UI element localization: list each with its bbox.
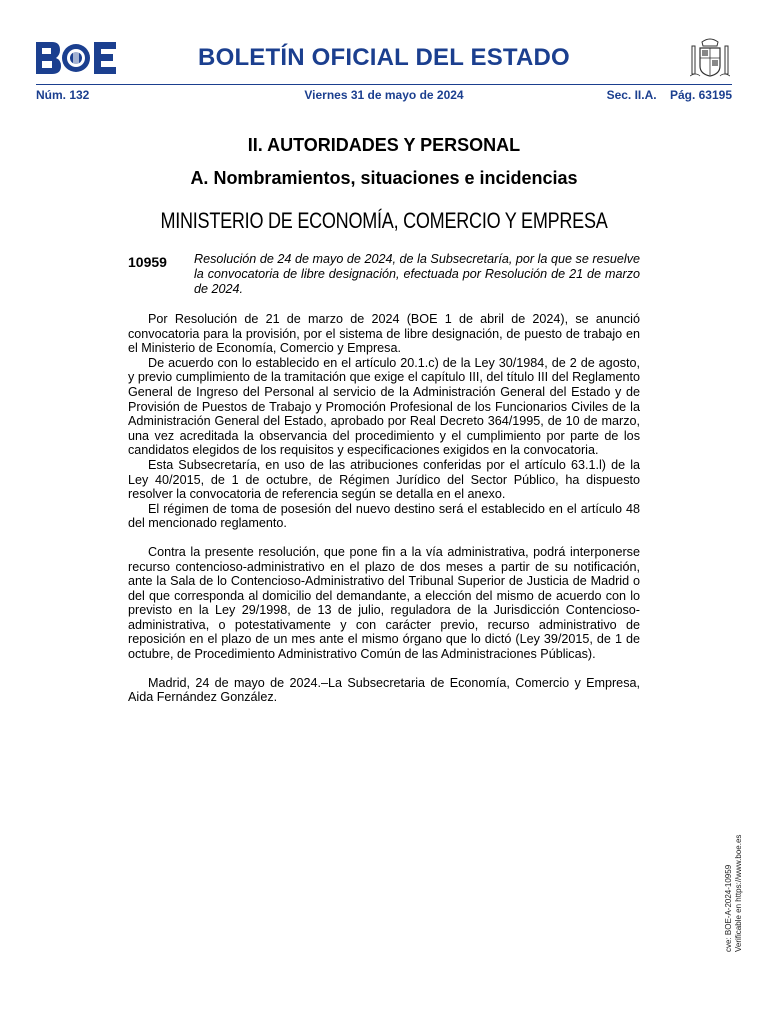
verification-sidebar — [724, 822, 750, 952]
signature-paragraph: Madrid, 24 de mayo de 2024.–La Subsecretaria de Economía, Comercio y Empresa, Aida Fernández González. — [128, 675, 640, 705]
page-label: Pág. 63195 — [669, 88, 732, 102]
ministry-heading: MINISTERIO DE ECONOMÍA, COMERCIO Y EMPRESA — [160, 208, 608, 233]
paragraph: El régimen de toma de posesión del nuevo destino será el establecido en el artículo 48 del mencionado reglamento. — [128, 501, 640, 531]
paragraph: Contra la presente resolución, que pone fin a la vía administrativa, podrá interponerse recurso contencioso-administrativo en el plazo de dos meses a partir de su notificación, ante la Sala de lo Contencioso-Administrativo del Tribunal Superior de Justicia de Madrid o del que corresponda al domicilio del demandante, a elección del mismo de acuerdo con lo previsto en la Ley 29/1998, de 13 de julio, reguladora de la Jurisdicción Contencioso-administrativa, o potestativamente y con carácter previo, recurso administrativo de reposición en el plazo de un mes ante el mismo órgano que lo dictó (Ley 39/2015, de 1 de octubre, de Procedimiento Administrativo Común de las Administraciones Públicas). — [128, 544, 640, 662]
masthead-title: BOLETÍN OFICIAL DEL ESTADO — [198, 44, 570, 71]
verify-link[interactable]: Verificable en https://www.boe.es — [734, 834, 743, 952]
paragraph: Por Resolución de 21 de marzo de 2024 (BOE 1 de abril de 2024), se anunció convocatoria para la provisión, por el sistema de libre designación, de puesto de trabajo en el Ministerio de Economía, Comercio y Empresa. — [128, 312, 640, 356]
issue-date: Viernes 31 de mayo de 2024 — [304, 88, 464, 102]
cve-code: cve: BOE-A-2024-10959 — [724, 864, 733, 952]
paragraph: Esta Subsecretaría, en uso de las atribuciones conferidas por el artículo 63.1.l) de la Ley 40/2015, de 1 de octubre, de Régimen Jurídico del Sector Público, ha dispuesto resolver la convocatoria de referencia según se detalla en el anexo. — [128, 457, 640, 502]
document-body — [128, 312, 640, 705]
subsection-heading: A. Nombramientos, situaciones e incidencias — [190, 168, 578, 188]
section-page — [597, 88, 732, 102]
issue-number: Núm. 132 — [36, 88, 90, 102]
paragraph: De acuerdo con lo establecido en el artículo 20.1.c) de la Ley 30/1984, de 2 de agosto, y previo cumplimiento de la tramitación que exige el capítulo III, del título III del Reglamento General de Ingreso del Personal al servicio de la Administración General del Estado y de Provisión de Puestos de Trabajo y Promoción Profesional de los Funcionarios Civiles de la Administración General del Estado, aprobado por Real Decreto 364/1995, de 10 de marzo, una vez acreditada la observancia del procedimiento y el cumplimiento por parte de los candidatos elegidos de los requisitos y especificaciones exigidos en la convocatoria. — [128, 355, 640, 458]
resolution-title: Resolución de 24 de mayo de 2024, de la Subsecretaría, por la que se resuelve la convocatoria de libre designación, efectuada por Resolución de 21 de marzo de 2024. — [194, 252, 640, 296]
coat-of-arms-icon — [690, 36, 730, 80]
section-heading: II. AUTORIDADES Y PERSONAL — [247, 135, 521, 155]
header-rule — [36, 84, 732, 85]
section-label: Sec. II.A. — [606, 88, 657, 102]
reference-number: 10959 — [128, 254, 167, 270]
